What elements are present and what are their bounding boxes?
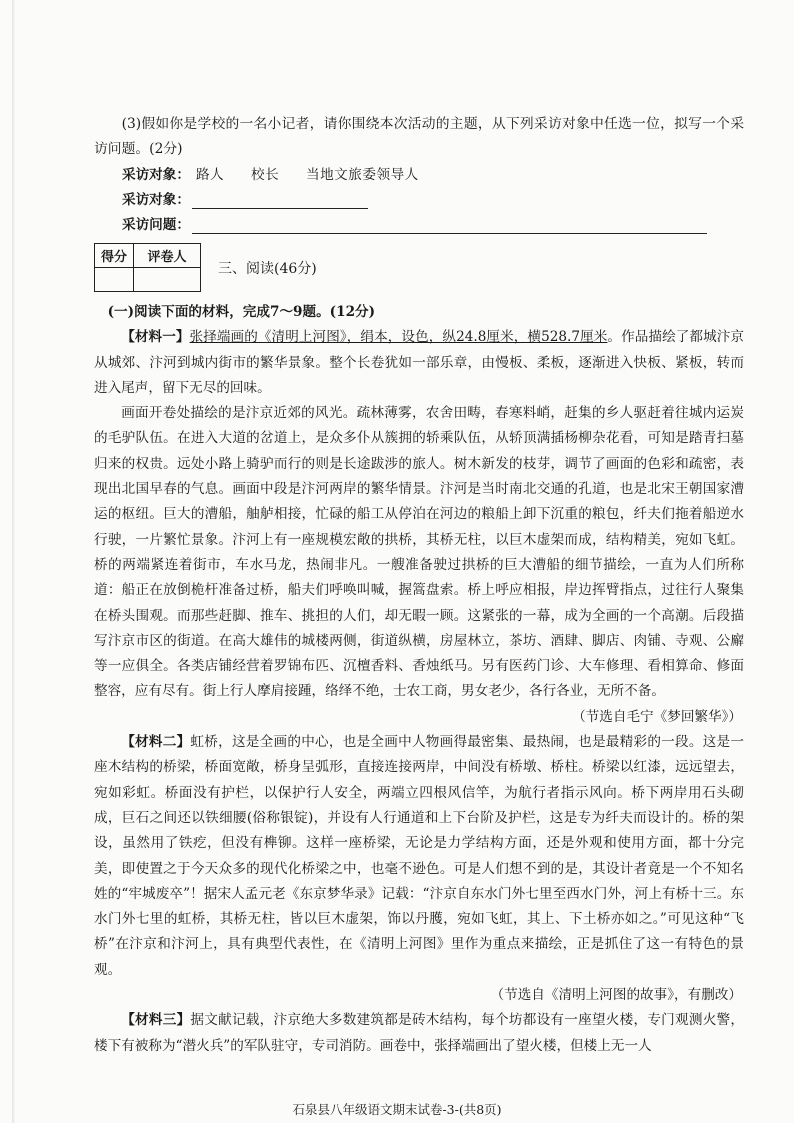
options-list [196, 163, 441, 188]
question-3-text: (3)假如你是学校的一名小记者，请你围绕本次活动的主题，从下列采访对象中任选一位，拟写一个采访问题。(2分) [94, 116, 744, 158]
target-label: 采访对象： [122, 191, 190, 208]
material2-p [94, 730, 744, 983]
material3-tag: 【材料三】 [121, 1012, 191, 1029]
scan-edge [12, 0, 15, 1123]
section-title: 三、阅读(46分) [218, 261, 317, 277]
score-cell[interactable] [95, 268, 134, 292]
score-header: 得分 [95, 244, 134, 268]
material2-tag: 【材料二】 [121, 734, 191, 751]
material1-source: （节选自毛宁《梦回繁华》） [572, 708, 742, 725]
material1-tag: 【材料一】 [121, 329, 190, 346]
part1-heading: (一)阅读下面的材料，完成7～9题。(12分) [107, 304, 376, 320]
material3-text: 据文献记载，汴京绝大多数建筑都是砖木结构，每个坊都设有一座望火楼，专门观测火警，楼下有被称为“潜火兵”的军队驻守，专司消防。画卷中，张择端画出了望火楼，但楼上无一人 [94, 1012, 745, 1054]
grader-header: 评卷人 [134, 244, 201, 268]
material2-source: （节选自《清明上河图的故事》，有删改） [490, 987, 742, 1004]
material1-p1 [94, 325, 744, 401]
interview-options [122, 163, 744, 188]
question-3-block [94, 112, 744, 238]
material3-p [94, 1008, 744, 1059]
grader-cell[interactable] [134, 268, 201, 292]
target-answer-line[interactable] [192, 192, 368, 209]
interview-target-field [122, 188, 744, 213]
options-label: 采访对象： [122, 166, 190, 183]
reading-section [94, 300, 744, 1059]
option-principal: 校长 [250, 166, 280, 183]
page-footer: 石泉县八年级语文期末试卷-3-(共8页) [292, 1102, 502, 1117]
score-box [94, 243, 201, 292]
material2-text: 虹桥，这是全画的中心，也是全画中人物画得最密集、最热闹，也是最精彩的一段。这是一座木结构的桥梁，桥面宽敞，桥身呈弧形，直接连接两岸，中间没有桥墩、桥柱。桥梁以红漆，远远望去，宛如彩虹。桥面没有护栏，以保护行人安全，两端立四根风信竿，为航行者指示风向。桥下两岸用石头砌成，巨石之间还以铁细腰(俗称银锭)，并设有人行通道和上下台阶及护栏，这是专为纤夫而设计的。桥的架设，虽然用了铁疙，但没有榫铆。这样一座桥梁，无论是力学结构方面，还是外观和使用方面，都十分完美，即使置之于今天众多的现代化桥梁之中，也毫不逊色。可是人们想不到的是，其设计者竟是一个不知名姓的“牢城废卒”！据宋人孟元老《东京梦华录》记载：“汴京自东水门外七里至西水门外，河上有桥十三。东水门外七里的虹桥，其桥无柱，皆以巨木虚架，饰以丹臒，宛如飞虹，其上、下土桥亦如之。”可见这种“飞桥”在汴京和汴河上，具有典型代表性，在《清明上河图》里作为重点来描绘，正是抓住了这一有特色的景观。 [94, 734, 745, 978]
question-label: 采访问题： [122, 217, 190, 234]
question-answer-line[interactable] [192, 217, 707, 234]
material1-p2: 画面开卷处描绘的是汴京近郊的风光。疏林薄雾，农舍田畴，春寒料峭，赶集的乡人驱赶着往城内运炭的毛驴队伍。在进入大道的岔道上，是众多仆从簇拥的轿乘队伍，从轿顶满插杨柳杂花看，可知是踏青扫墓归来的权贵。远处小路上骑驴而行的则是长途跋涉的旅人。树木新发的枝芽，调节了画面的色彩和疏密，表现出北国早春的气息。画面中段是汴河两岸的繁华情景。汴河是当时南北交通的孔道，也是北宋王朝国家漕运的枢纽。巨大的漕船，舳舻相接，忙碌的船工从停泊在河边的粮船上卸下沉重的粮包，纤夫们拖着船逆水行驶，一片繁忙景象。汴河上有一座规模宏敞的拱桥，其桥无柱，以巨木虚架而成，结构精美，宛如飞虹。桥的两端紧连着街市，车水马龙，热闹非凡。一艘准备驶过拱桥的巨大漕船的细节描绘，一直为人们所称道：船正在放倒桅杆准备过桥，船夫们呼唤叫喊，握篙盘索。桥上呼应相报，岸边挥臂指点，过往行人聚集在桥头围观。而那些赶脚、推车、挑担的人们，却无暇一顾。这紧张的一幕，成为全画的一个高潮。后段描写汴京市区的街道。在高大雄伟的城楼两侧，街道纵横，房屋林立，茶坊、酒肆、脚店、肉铺、寺观、公廨等一应俱全。各类店铺经营着罗锦布匹、沉檀香料、香烛纸马。另有医药门诊、大车修理、看相算命、修面整容，应有尽有。街上行人摩肩接踵，络绎不绝，士农工商，男女老少，各行各业，无所不备。 [94, 405, 744, 700]
interview-question-field [122, 213, 744, 238]
option-official: 当地文旅委领导人 [306, 166, 419, 183]
material1-underlined: 张择端画的《清明上河图》，绢本，设色，纵24.8厘米，横528.7厘米 [189, 329, 608, 346]
option-passerby: 路人 [195, 166, 225, 183]
material1-p1-rest: 。作品描绘了都城汴京从城郊、汴河到城内街市的繁华景象。整个长卷犹如一部乐章，由慢板、柔板，逐渐进入快板、紧板，转而进入尾声，留下无尽的回味。 [94, 329, 745, 396]
